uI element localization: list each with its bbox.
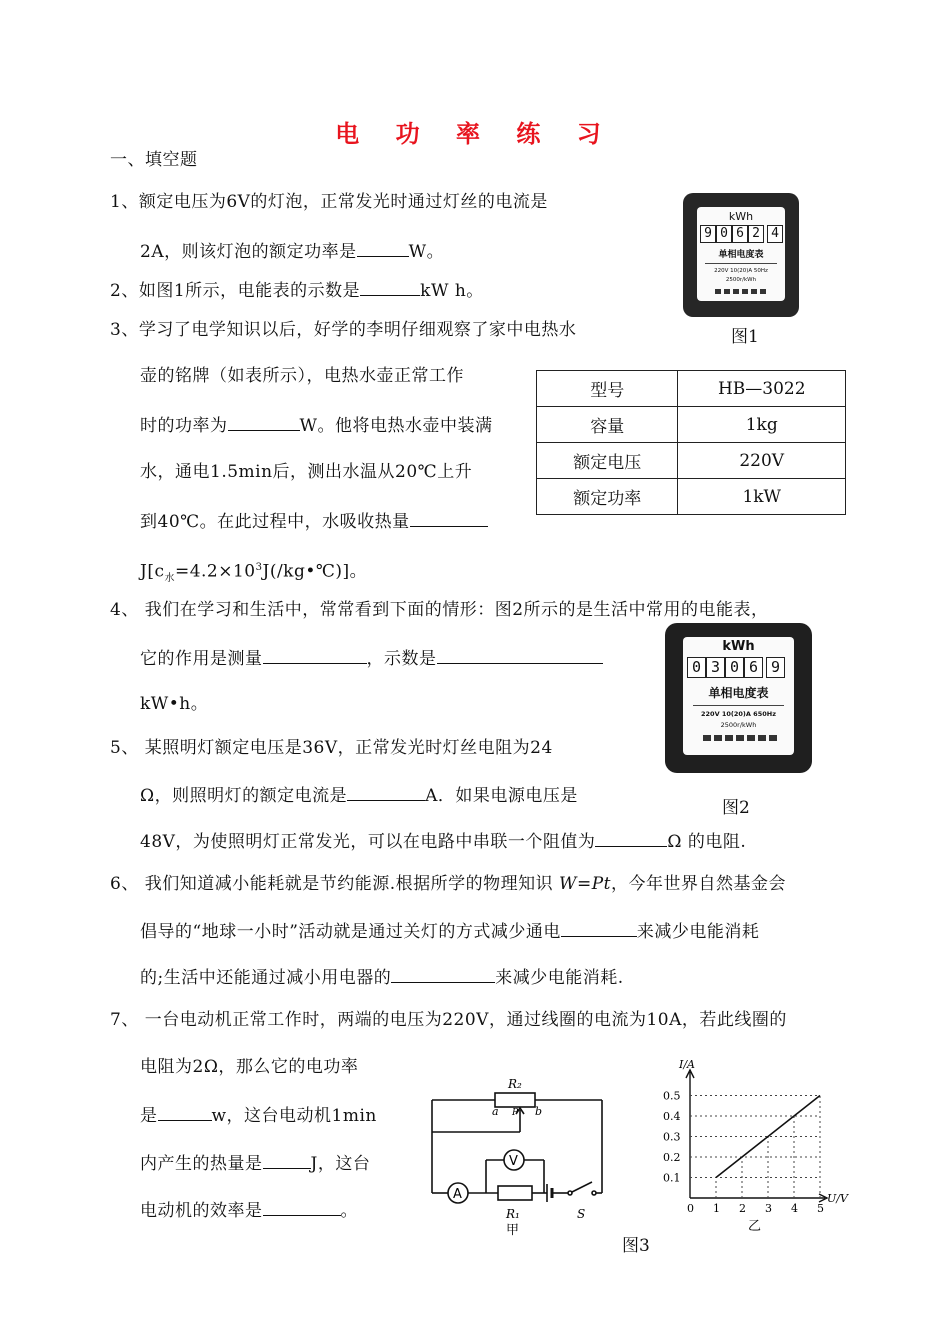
- meter-2-digit-0: 0: [687, 657, 706, 678]
- figure-2-caption: 图2: [722, 798, 750, 818]
- table-cell-value: 1kW: [678, 479, 846, 515]
- page-title: 电 功 率 练 习: [335, 119, 615, 148]
- table-cell-label: 型号: [537, 371, 678, 407]
- question-2: [110, 277, 484, 303]
- q4-reading-blank[interactable]: [437, 645, 603, 664]
- x-tick-label: 4: [791, 1202, 798, 1215]
- graph-label: 乙: [748, 1219, 762, 1234]
- kettle-spec-table: [536, 370, 846, 515]
- q6-text-e: 的;生活中还能通过减小用电器的: [140, 968, 392, 988]
- circuit-label: 甲: [506, 1223, 520, 1238]
- q3-text-b: W。他将电热水壶中装满: [299, 416, 493, 436]
- x-tick-label: 1: [713, 1202, 720, 1215]
- q3-formula-a: J[c: [140, 561, 165, 582]
- q1-answer-blank[interactable]: [357, 238, 409, 257]
- x-tick-label: 3: [765, 1202, 772, 1215]
- question-1-line-1: 1、额定电压为6V的灯泡，正常发光时通过灯丝的电流是: [110, 192, 548, 212]
- question-3-line-4: 水，通电1.5min后，测出水温从20℃上升: [140, 462, 473, 482]
- meter-1-digit-4: 4: [767, 225, 783, 243]
- meter-1-line: [705, 263, 777, 264]
- q2-text-a: 2、如图1所示，电能表的示数是: [110, 281, 361, 301]
- y-tick-label: 0.4: [663, 1110, 681, 1123]
- q6-text-c: 倡导的“地球一小时”活动就是通过关灯的方式减少通电: [140, 922, 561, 942]
- question-3-line-3: [140, 412, 492, 438]
- label-s: S: [577, 1207, 586, 1221]
- meter-2-unit: kWh: [722, 639, 755, 654]
- table-row: [537, 407, 846, 443]
- q1-text-a: 2A，则该灯泡的额定功率是: [140, 242, 357, 262]
- q5-text-d: Ω 的电阻.: [667, 832, 747, 852]
- meter-2-spec: 220V 10(20)A 650Hz: [701, 710, 776, 718]
- q5-text-a: Ω，则照明灯的额定电流是: [140, 786, 348, 806]
- label-a: a: [492, 1105, 499, 1118]
- question-5-line-2: [140, 782, 578, 808]
- question-1-line-2: [140, 238, 444, 264]
- table-cell-label: 额定功率: [537, 479, 678, 515]
- question-7-line-3: [140, 1102, 377, 1128]
- q3-formula-b: =4.2×10: [174, 561, 256, 582]
- q3-power-blank[interactable]: [228, 412, 300, 431]
- meter-1-digit-1: 0: [716, 225, 732, 243]
- meter-2-digit-3: 6: [744, 657, 763, 678]
- meter-1-name: 单相电度表: [718, 250, 764, 260]
- question-7-line-1: 7、 一台电动机正常工作时，两端的电压为220V，通过线圈的电流为10A，若此线圈的: [110, 1010, 787, 1030]
- question-7-line-4: [140, 1150, 370, 1176]
- question-4-line-3: kW•h。: [140, 694, 209, 714]
- y-tick-label: 0.3: [663, 1130, 681, 1144]
- circuit-diagram: [420, 1070, 620, 1240]
- table-cell-value: 1kg: [678, 407, 846, 443]
- electric-meter-figure-1: [683, 193, 799, 317]
- q6-time-blank[interactable]: [561, 918, 637, 937]
- x-tick-label: 0: [687, 1202, 694, 1215]
- x-tick-label: 5: [817, 1202, 824, 1215]
- q1-text-b: W。: [408, 242, 445, 262]
- question-3-line-6: [140, 556, 367, 591]
- q7-efficiency-blank[interactable]: [263, 1197, 341, 1216]
- table-cell-label: 额定电压: [537, 443, 678, 479]
- figure-1-caption: 图1: [731, 327, 759, 347]
- q6-power-blank[interactable]: [391, 964, 495, 983]
- meter-2-digits: [687, 657, 785, 678]
- q7-text-c: 内产生的热量是: [140, 1154, 263, 1174]
- q7-text-f: 。: [340, 1201, 358, 1221]
- q7-power-blank[interactable]: [158, 1102, 212, 1121]
- label-r1: R₁: [506, 1207, 520, 1221]
- q3-text-a: 时的功率为: [140, 416, 228, 436]
- question-7-line-5: [140, 1197, 358, 1223]
- y-tick-label: 0.2: [663, 1151, 681, 1164]
- q4-text-a: 它的作用是测量: [140, 649, 263, 669]
- x-tick-label: 2: [739, 1202, 746, 1215]
- voltmeter-label: V: [509, 1154, 518, 1169]
- table-cell-value: 220V: [678, 443, 846, 479]
- meter-2-line: [693, 705, 784, 706]
- question-7-line-2: 电阻为2Ω，那么它的电功率: [140, 1057, 359, 1077]
- q6-text-a: 6、 我们知道减小能耗就是节约能源.根据所学的物理知识: [110, 874, 560, 894]
- question-6-line-3: [140, 964, 624, 990]
- q3-formula-c: J(/kg•℃)]。: [262, 561, 368, 582]
- q4-text-b: ，示数是: [366, 649, 437, 669]
- label-r2: R₂: [508, 1077, 522, 1091]
- q6-text-d: 来减少电能消耗: [636, 922, 760, 942]
- x-axis-label: U/V: [827, 1192, 848, 1205]
- question-3-line-2: 壶的铭牌（如表所示），电热水壶正常工作: [140, 366, 464, 386]
- label-p: P: [512, 1108, 519, 1118]
- q7-text-b: w，这台电动机1min: [211, 1106, 377, 1126]
- figure-3-caption: 图3: [622, 1236, 650, 1256]
- meter-2-marks: [703, 735, 777, 741]
- table-cell-label: 容量: [537, 407, 678, 443]
- question-6-line-2: [140, 918, 759, 944]
- iu-graph: [655, 1058, 850, 1238]
- meter-2-spec-2: 2500r/kWh: [720, 721, 757, 729]
- q7-text-d: J，这台: [310, 1154, 371, 1174]
- question-5-line-1: 5、 某照明灯额定电压是36V，正常发光时灯丝电阻为24: [110, 738, 553, 758]
- ammeter-label: A: [453, 1187, 462, 1202]
- question-6-line-1: [110, 872, 786, 896]
- q7-heat-blank[interactable]: [263, 1150, 311, 1169]
- q7-text-a: 是: [140, 1106, 158, 1126]
- y-tick-label: 0.1: [663, 1171, 681, 1185]
- meter-2-digit-2: 0: [725, 657, 744, 678]
- table-cell-value: HB—3022: [678, 371, 846, 407]
- question-3-line-5: [140, 508, 488, 534]
- question-5-line-3: [140, 828, 746, 854]
- q3-formula-sup: 3: [255, 562, 263, 573]
- q7-text-e: 电动机的效率是: [140, 1201, 263, 1221]
- q5-text-b: A．如果电源电压是: [425, 786, 578, 806]
- q2-text-b: kW h。: [420, 281, 484, 301]
- q5-resistance-blank[interactable]: [595, 828, 667, 847]
- meter-1-marks: [715, 289, 766, 294]
- y-axis-label: I/A: [679, 1058, 695, 1071]
- table-row: [537, 443, 846, 479]
- section-heading: 一、填空题: [110, 150, 198, 170]
- meter-1-digit-2: 6: [732, 225, 748, 243]
- table-row: [537, 371, 846, 407]
- q4-measure-blank[interactable]: [263, 645, 367, 664]
- q3-formula-sub: 水: [164, 573, 175, 585]
- q6-text-b: ，今年世界自然基金会: [611, 874, 787, 894]
- q6-formula: W=Pt: [559, 874, 612, 894]
- question-3-line-1: 3、学习了电学知识以后，好学的李明仔细观察了家中电热水: [110, 320, 577, 340]
- meter-1-spec-2: 2500r/kWh: [725, 277, 757, 283]
- question-4-line-2: [140, 645, 603, 671]
- label-b: b: [535, 1105, 543, 1118]
- meter-2-digit-4: 9: [766, 657, 785, 678]
- y-tick-label: 0.5: [663, 1089, 681, 1103]
- meter-2-digit-1: 3: [706, 657, 725, 678]
- q5-current-blank[interactable]: [347, 782, 425, 801]
- electric-meter-figure-2: [665, 623, 812, 773]
- meter-1-spec: 220V 10(20)A 50Hz: [714, 268, 768, 274]
- q5-text-c: 48V，为使照明灯正常发光，可以在电路中串联一个阻值为: [140, 832, 596, 852]
- table-row: [537, 479, 846, 515]
- question-4-line-1: 4、 我们在学习和生活中，常常看到下面的情形：图2所示的是生活中常用的电能表，: [110, 600, 769, 620]
- meter-2-name: 单相电度表: [708, 686, 769, 700]
- q3-heat-blank[interactable]: [410, 508, 488, 527]
- meter-1-digit-0: 9: [700, 225, 716, 243]
- meter-1-unit: kWh: [728, 210, 754, 223]
- meter-1-digit-3: 2: [748, 225, 764, 243]
- meter-1-digits: [700, 225, 783, 243]
- q2-answer-blank[interactable]: [360, 277, 420, 296]
- q6-text-f: 来减少电能消耗.: [495, 968, 624, 988]
- q3-text-c: 到40℃。在此过程中，水吸收热量: [140, 512, 410, 532]
